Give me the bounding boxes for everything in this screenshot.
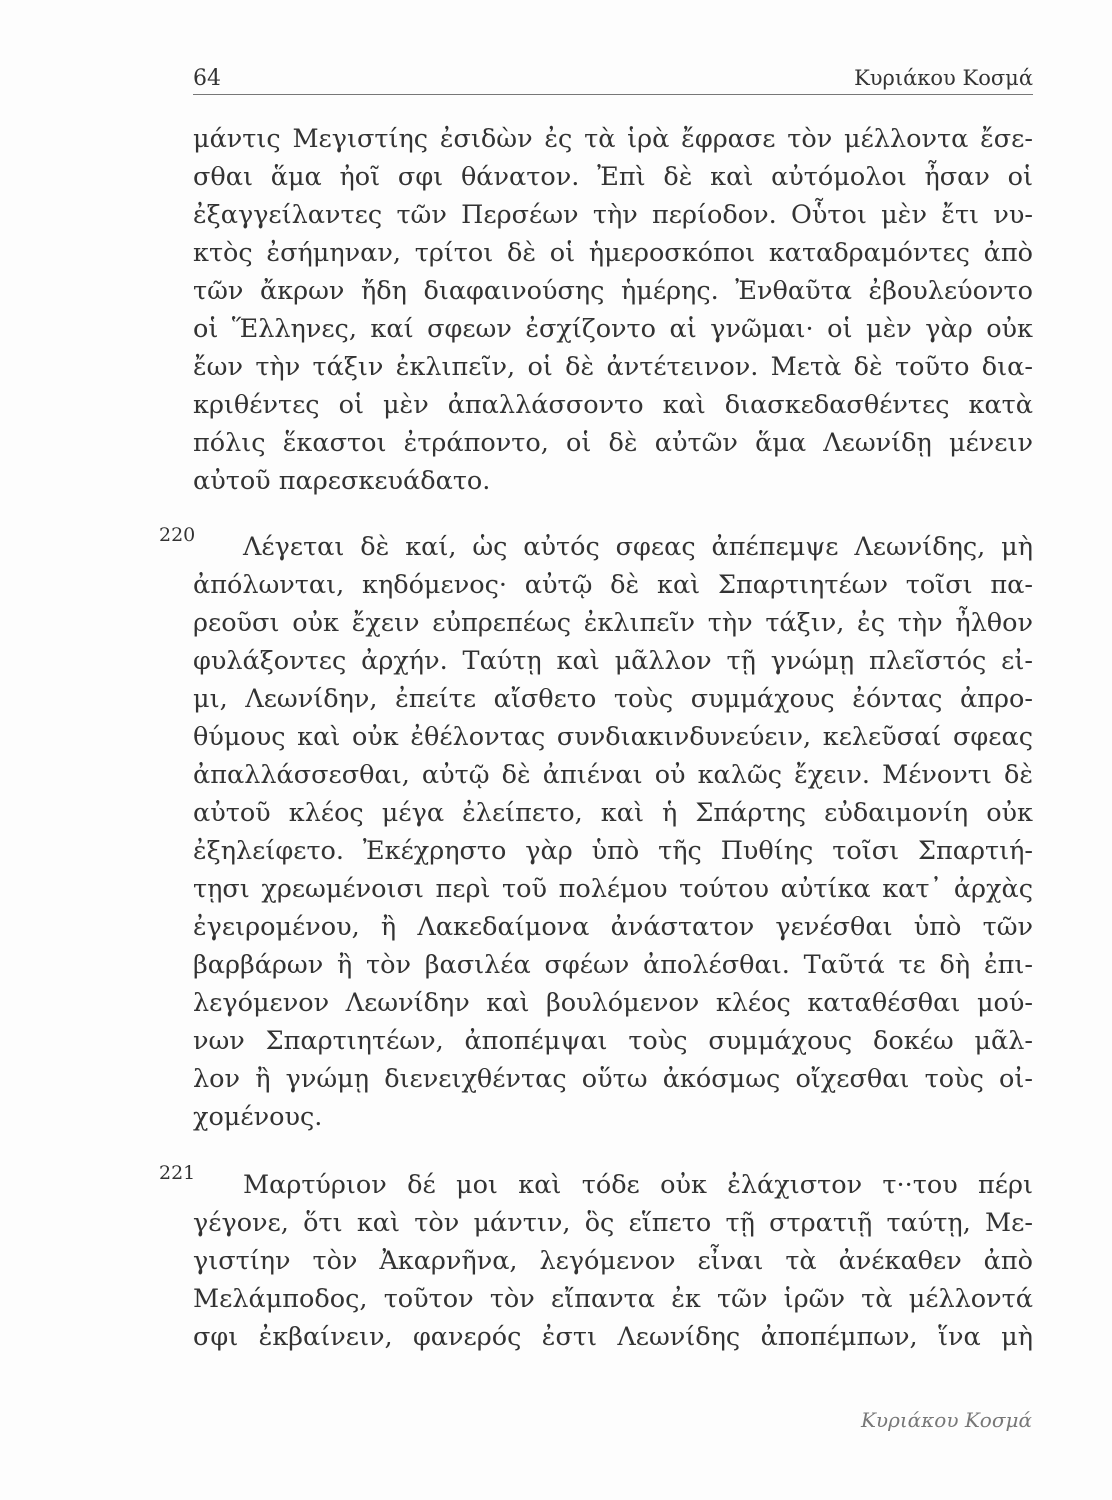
- text-line: κτὸς ἐσήμηναν, τρίτοι δὲ οἱ ἡμεροσκόποι καταδραμόντες ἀπὸ: [193, 238, 1033, 268]
- text-line: ρεοῦσι οὐκ ἔχειν εὐπρεπέως ἐκλιπεῖν τὴν τάξιν, ἐς τὴν ἦλθον: [193, 608, 1033, 638]
- text-line: σφι ἐκβαίνειν, φανερός ἐστι Λεωνίδης ἀποπέμπων, ἵνα μὴ: [193, 1322, 1033, 1352]
- section-number: 220: [159, 524, 196, 546]
- section-number: 221: [159, 1162, 196, 1184]
- text-line: ἔων τὴν τάξιν ἐκλιπεῖν, οἱ δὲ ἀντέτεινον. Μετὰ δὲ τοῦτο δια-: [193, 352, 1033, 382]
- text-line: Μαρτύριον δέ μοι καὶ τόδε οὐκ ἐλάχιστον τ··του πέρι: [243, 1170, 1033, 1200]
- text-line: ἐξαγγείλαντες τῶν Περσέων τὴν περίοδον. Οὗτοι μὲν ἔτι νυ-: [193, 200, 1033, 230]
- running-head: Κυριάκου Κοσμά: [854, 66, 1033, 90]
- text-line: ἐξηλείφετο. Ἐκέχρηστο γὰρ ὑπὸ τῆς Πυθίης τοῖσι Σπαρτιή-: [193, 836, 1033, 866]
- text-line: χομένους.: [193, 1102, 323, 1132]
- page-number: 64: [193, 66, 221, 91]
- text-line: τῶν ἄκρων ἤδη διαφαινούσης ἡμέρης. Ἐνθαῦτα ἐβουλεύοντο: [193, 276, 1033, 306]
- text-line: οἱ Ἕλληνες, καί σφεων ἐσχίζοντο αἱ γνῶμαι· οἱ μὲν γὰρ οὐκ: [193, 314, 1033, 344]
- text-line: πόλις ἕκαστοι ἐτράποντο, οἱ δὲ αὐτῶν ἅμα Λεωνίδῃ μένειν: [193, 428, 1033, 458]
- text-line: κριθέντες οἱ μὲν ἀπαλλάσσοντο καὶ διασκεδασθέντες κατὰ: [193, 390, 1033, 420]
- text-line: φυλάξοντες ἀρχήν. Ταύτῃ καὶ μᾶλλον τῇ γνώμῃ πλεῖστός εἰ-: [193, 646, 1033, 676]
- text-line: αὐτοῦ κλέος μέγα ἐλείπετο, καὶ ἡ Σπάρτης εὐδαιμονίη οὐκ: [193, 798, 1033, 828]
- text-line: Λέγεται δὲ καί, ὡς αὐτός σφεας ἀπέπεμψε Λεωνίδης, μὴ: [243, 532, 1033, 562]
- text-line: τῃσι χρεωμένοισι περὶ τοῦ πολέμου τούτου αὐτίκα κατ᾽ ἀρχὰς: [193, 874, 1033, 904]
- footer-signature: Κυριάκου Κοσμά: [860, 1408, 1032, 1432]
- text-line: θύμους καὶ οὐκ ἐθέλοντας συνδιακινδυνεύειν, κελεῦσαί σφεας: [193, 722, 1033, 752]
- text-line: ἀπόλωνται, κηδόμενος· αὐτῷ δὲ καὶ Σπαρτιητέων τοῖσι πα-: [193, 570, 1033, 600]
- page-header: [193, 62, 1033, 95]
- text-line: νων Σπαρτιητέων, ἀποπέμψαι τοὺς συμμάχους δοκέω μᾶλ-: [193, 1026, 1033, 1056]
- text-line: βαρβάρων ἢ τὸν βασιλέα σφέων ἀπολέσθαι. Ταῦτά τε δὴ ἐπι-: [193, 950, 1033, 980]
- text-line: μάντις Μεγιστίης ἐσιδὼν ἐς τὰ ἱρὰ ἔφρασε τὸν μέλλοντα ἔσε-: [193, 124, 1033, 154]
- text-line: μι, Λεωνίδην, ἐπείτε αἴσθετο τοὺς συμμάχους ἐόντας ἀπρο-: [193, 684, 1033, 714]
- text-line: αὐτοῦ παρεσκευάδατο.: [193, 466, 491, 496]
- text-line: γέγονε, ὅτι καὶ τὸν μάντιν, ὃς εἵπετο τῇ στρατιῇ ταύτῃ, Με-: [193, 1208, 1033, 1238]
- text-line: γιστίην τὸν Ἀκαρνῆνα, λεγόμενον εἶναι τὰ ἀνέκαθεν ἀπὸ: [193, 1246, 1033, 1276]
- text-line: λεγόμενον Λεωνίδην καὶ βουλόμενον κλέος καταθέσθαι μού-: [193, 988, 1033, 1018]
- text-line: λον ἢ γνώμῃ διενειχθέντας οὕτω ἀκόσμως οἴχεσθαι τοὺς οἰ-: [193, 1064, 1033, 1094]
- text-line: ἀπαλλάσσεσθαι, αὐτῷ δὲ ἀπιέναι οὐ καλῶς ἔχειν. Μένοντι δὲ: [193, 760, 1033, 790]
- text-line: ἐγειρομένου, ἢ Λακεδαίμονα ἀνάστατον γενέσθαι ὑπὸ τῶν: [193, 912, 1033, 942]
- text-line: σθαι ἅμα ἠοῖ σφι θάνατον. Ἐπὶ δὲ καὶ αὐτόμολοι ἦσαν οἱ: [193, 162, 1033, 192]
- text-line: Μελάμποδος, τοῦτον τὸν εἴπαντα ἐκ τῶν ἱρῶν τὰ μέλλοντά: [193, 1284, 1033, 1314]
